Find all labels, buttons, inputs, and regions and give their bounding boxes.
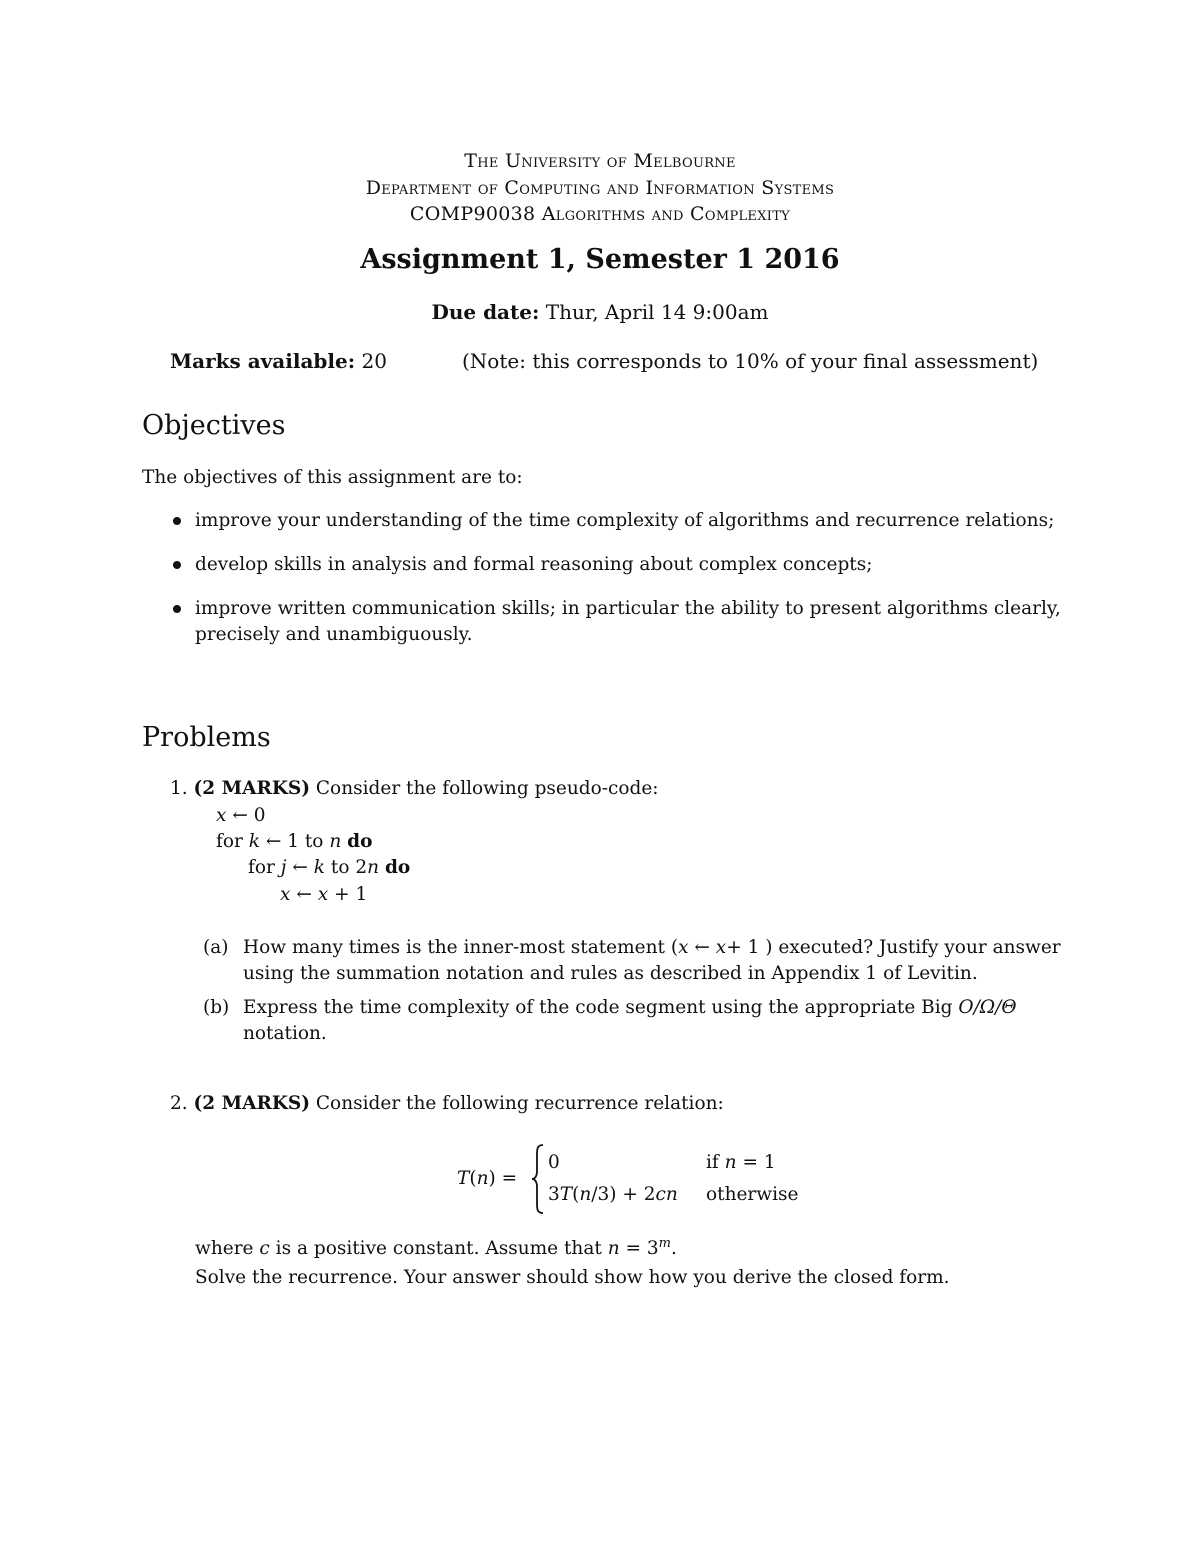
math-text: is a positive constant. Assume that — [275, 1238, 602, 1260]
math-bigo: O/Ω/Θ — [958, 997, 1017, 1018]
solve-instruction: Solve the recurrence. Your answer should show how you derive the closed form. — [195, 1267, 950, 1288]
code-keyword: for — [248, 857, 275, 878]
code-var: n — [329, 831, 342, 852]
math-op: = 3 — [625, 1238, 659, 1260]
subpart-b-text — [243, 995, 1017, 1020]
objective-item: improve written communication skills; in particular the ability to present algorithms clearly, — [195, 598, 1061, 619]
math-num: 3 — [548, 1184, 560, 1205]
math-var: n — [579, 1184, 592, 1205]
left-brace-icon — [530, 1143, 546, 1215]
math-var: T — [457, 1168, 470, 1189]
problem-1-intro — [170, 776, 659, 801]
problems-heading: Problems — [142, 722, 271, 753]
case-1-condition — [706, 1150, 776, 1175]
subpart-b-line2: notation. — [243, 1023, 327, 1044]
math-var: n — [724, 1152, 737, 1173]
math-op: /3) + 2 — [591, 1184, 656, 1205]
math-text: if — [706, 1152, 719, 1173]
code-line-1 — [216, 805, 265, 826]
code-var: x — [317, 884, 329, 905]
assignment-title: Assignment 1, Semester 1 2016 — [360, 244, 840, 275]
subpart-a-text — [243, 935, 1063, 960]
code-var: k — [313, 857, 325, 878]
subpart-text: How many times is the inner-most statement ( — [243, 937, 679, 958]
subpart-a-label: (a) — [203, 937, 229, 958]
problem-number: 2. — [170, 1093, 188, 1114]
code-var: j — [280, 857, 287, 878]
marks-label: Marks available: — [170, 349, 356, 373]
subpart-text: Express the time complexity of the code segment using the appropriate Big — [243, 997, 953, 1018]
problem-text: Consider the following pseudo-code: — [315, 778, 659, 799]
math-var: x — [678, 937, 689, 958]
department-name: Department of Computing and Information Systems — [365, 177, 835, 199]
due-label: Due date: — [431, 300, 540, 324]
code-var: x — [280, 884, 291, 905]
code-var: k — [248, 831, 260, 852]
objective-item: improve your understanding of the time complexity of algorithms and recurrence relations; — [195, 510, 1055, 531]
code-var: x — [216, 805, 227, 826]
code-line-4 — [280, 884, 367, 905]
due-date — [0, 300, 1200, 324]
objectives-heading: Objectives — [142, 410, 286, 441]
problem-number: 1. — [170, 778, 188, 799]
math-op: ( — [572, 1184, 580, 1205]
code-op: to 2 — [330, 857, 368, 878]
problem-marks: (2 MARKS) — [193, 778, 311, 799]
marks-available — [170, 349, 387, 373]
problem-marks: (2 MARKS) — [193, 1093, 311, 1114]
math-op: ← — [694, 937, 710, 958]
course-name: COMP90038 Algorithms and Complexity — [409, 203, 791, 225]
math-var: c — [259, 1238, 270, 1260]
objective-item: develop skills in analysis and formal reasoning about complex concepts; — [195, 554, 873, 575]
code-line-3 — [248, 857, 410, 878]
problem-text: Consider the following recurrence relation: — [315, 1093, 724, 1114]
math-var: x — [715, 937, 727, 958]
math-exponent: m — [658, 1236, 671, 1251]
marks-value: 20 — [361, 349, 387, 373]
math-op: = 1 — [742, 1152, 776, 1173]
case-2-condition: otherwise — [706, 1184, 799, 1205]
math-text: where — [195, 1238, 254, 1260]
code-keyword: for — [216, 831, 243, 852]
math-var: n — [665, 1184, 678, 1205]
subpart-a-line2: using the summation notation and rules as described in Appendix 1 of Levitin. — [243, 963, 978, 984]
code-op: ← 1 to — [265, 831, 324, 852]
equation-lhs — [457, 1166, 517, 1191]
code-op: ← — [296, 884, 312, 905]
code-op: ← — [292, 857, 308, 878]
subpart-b-label: (b) — [203, 997, 230, 1018]
marks-note: (Note: this corresponds to 10% of your final assessment) — [462, 349, 1039, 373]
code-keyword: do — [347, 831, 373, 852]
math-var: T — [559, 1184, 573, 1205]
university-name: The University of Melbourne — [464, 150, 736, 172]
code-op: ← 0 — [232, 805, 266, 826]
bullet-icon — [173, 517, 181, 525]
math-var: n — [607, 1238, 620, 1260]
case-2-value — [548, 1182, 678, 1207]
math-op: ( — [469, 1168, 477, 1189]
objectives-intro: The objectives of this assignment are to: — [142, 467, 523, 488]
code-var: n — [367, 857, 380, 878]
problem-2-intro — [170, 1091, 724, 1116]
bullet-icon — [173, 605, 181, 613]
case-1-value: 0 — [548, 1152, 560, 1173]
code-op: + 1 — [334, 884, 368, 905]
objective-item-continued: precisely and unambiguously. — [195, 624, 473, 645]
code-line-2 — [216, 831, 372, 852]
subpart-text: + 1 ) executed? Justify your answer — [726, 937, 1061, 958]
math-var: c — [655, 1184, 666, 1205]
math-text: . — [671, 1238, 677, 1260]
code-keyword: do — [384, 857, 411, 878]
bullet-icon — [173, 561, 181, 569]
math-op: ) = — [488, 1168, 518, 1189]
where-clause — [195, 1231, 677, 1261]
math-var: n — [476, 1168, 489, 1189]
due-value: Thur, April 14 9:00am — [545, 300, 769, 324]
